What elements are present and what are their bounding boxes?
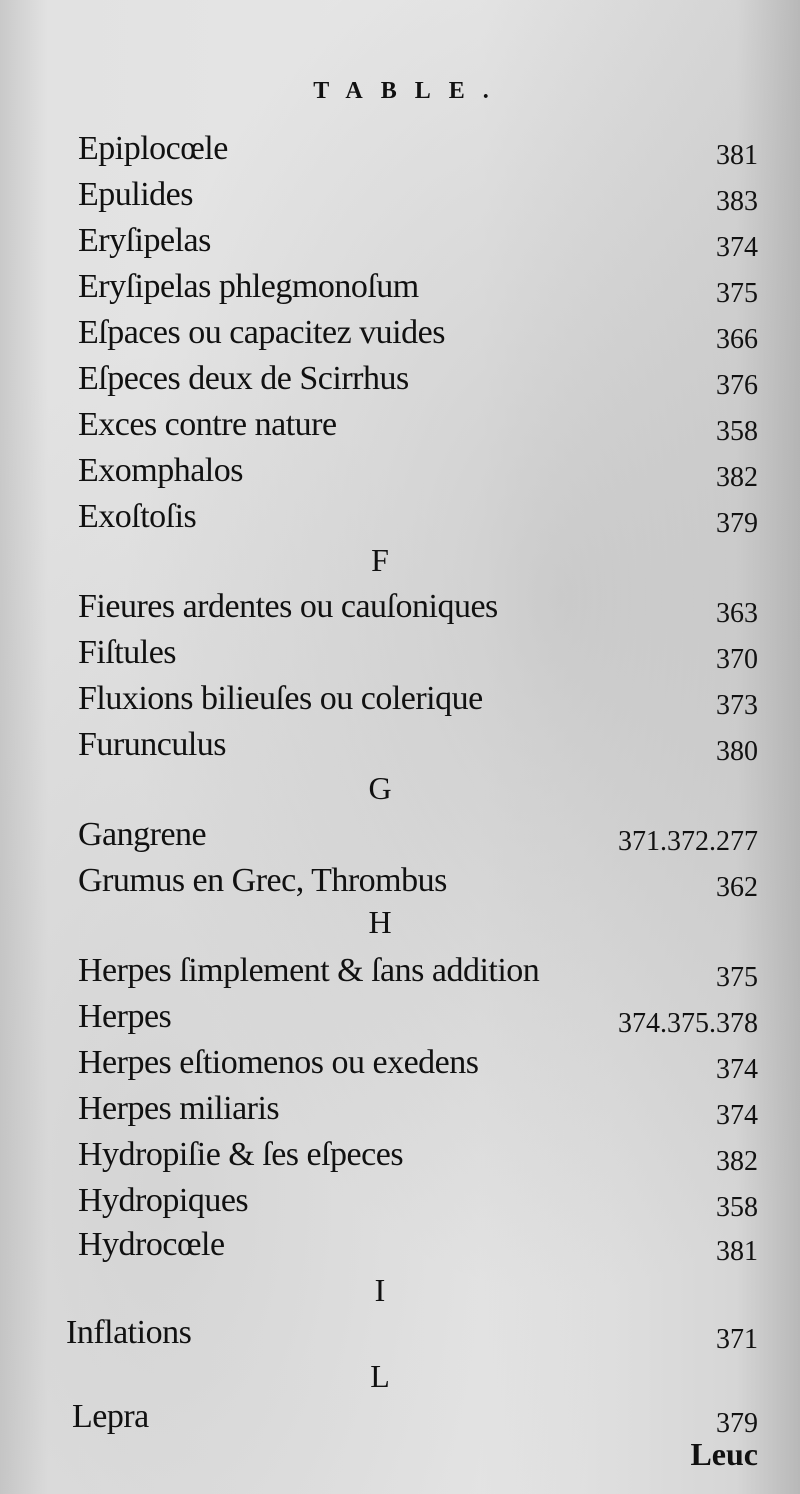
index-entry (66, 1310, 758, 1356)
entry-page: 374 (716, 1100, 758, 1131)
section-letter: G (368, 770, 392, 806)
entry-term: Hydropiques (78, 1182, 249, 1219)
entry-term: Fluxions bilieuſes ou colerique (78, 680, 483, 717)
section-letter: L (370, 1358, 390, 1394)
entry-term: Herpes eſtiomenos ou exedens (78, 1044, 479, 1081)
index-entry (78, 172, 758, 218)
index-entry (78, 356, 758, 402)
entry-term: Herpes (78, 998, 172, 1035)
entry-page: 358 (716, 416, 758, 447)
entry-term: Exoſtoſis (78, 498, 197, 535)
index-entry (78, 1222, 758, 1268)
entry-term: Hydropiſie & ſes eſpeces (78, 1136, 404, 1173)
entry-page: 362 (716, 872, 758, 903)
entry-term: Epiplocœle (78, 130, 228, 167)
index-entry (78, 1086, 758, 1132)
index-entry (78, 812, 758, 858)
index-entry (78, 584, 758, 630)
entry-page: 370 (716, 644, 758, 675)
entry-page: 371 (716, 1324, 758, 1355)
index-entry (78, 448, 758, 494)
entry-term: Eſpeces deux de Scirrhus (78, 360, 409, 397)
entry-page: 381 (716, 1236, 758, 1267)
entry-page: 383 (716, 186, 758, 217)
index-entry (78, 858, 758, 904)
index-entry (78, 264, 758, 310)
entry-page: 379 (716, 508, 758, 539)
entry-term: Eryſipelas (78, 222, 211, 259)
entry-term: Fiſtules (78, 634, 177, 671)
index-entry (78, 126, 758, 172)
section-letter: F (371, 542, 389, 578)
index-entry (78, 218, 758, 264)
entry-page: 374 (716, 1054, 758, 1085)
index-entry (78, 310, 758, 356)
entry-page: 358 (716, 1192, 758, 1223)
index-entry (78, 676, 758, 722)
entry-page: 376 (716, 370, 758, 401)
entry-page: 380 (716, 736, 758, 767)
entry-page: 374 (716, 232, 758, 263)
page-title: TABLE. (313, 78, 507, 104)
index-entry (78, 494, 758, 540)
entry-term: Lepra (72, 1398, 149, 1435)
entry-page: 374.375.378 (618, 1008, 758, 1039)
index-entry (72, 1394, 758, 1440)
entry-page: 375 (716, 278, 758, 309)
entry-term: Herpes ſimplement & ſans addition (78, 952, 540, 989)
entry-term: Herpes miliaris (78, 1090, 280, 1127)
entry-page: 382 (716, 1146, 758, 1177)
section-letter: H (368, 904, 392, 940)
entry-page: 371.372.277 (618, 826, 758, 857)
index-entry (78, 402, 758, 448)
entry-term: Grumus en Grec, Thrombus (78, 862, 447, 899)
entry-page: 366 (716, 324, 758, 355)
entry-page: 379 (716, 1408, 758, 1439)
entry-page: 373 (716, 690, 758, 721)
entry-term: Exomphalos (78, 452, 243, 489)
index-entry (78, 1132, 758, 1178)
entry-term: Hydrocœle (78, 1226, 225, 1263)
entry-term: Eſpaces ou capacitez vuides (78, 314, 445, 351)
entry-term: Fieures ardentes ou cauſoniques (78, 588, 498, 625)
entry-page: 381 (716, 140, 758, 171)
entry-term: Furunculus (78, 726, 226, 763)
entry-term: Inflations (66, 1314, 192, 1351)
index-entry (78, 630, 758, 676)
entry-term: Eryſipelas phlegmonoſum (78, 268, 419, 305)
index-entry (78, 994, 758, 1040)
entry-term: Epulides (78, 176, 193, 213)
index-entry (78, 948, 758, 994)
entry-page: 363 (716, 598, 758, 629)
index-entry (78, 722, 758, 768)
index-entry (78, 1178, 758, 1224)
entry-term: Exces contre nature (78, 406, 337, 443)
index-entry (78, 1040, 758, 1086)
entry-term: Gangrene (78, 816, 207, 853)
entry-page: 375 (716, 962, 758, 993)
catchword: Leuc (690, 1436, 758, 1472)
entry-page: 382 (716, 462, 758, 493)
section-letter: I (374, 1272, 386, 1308)
